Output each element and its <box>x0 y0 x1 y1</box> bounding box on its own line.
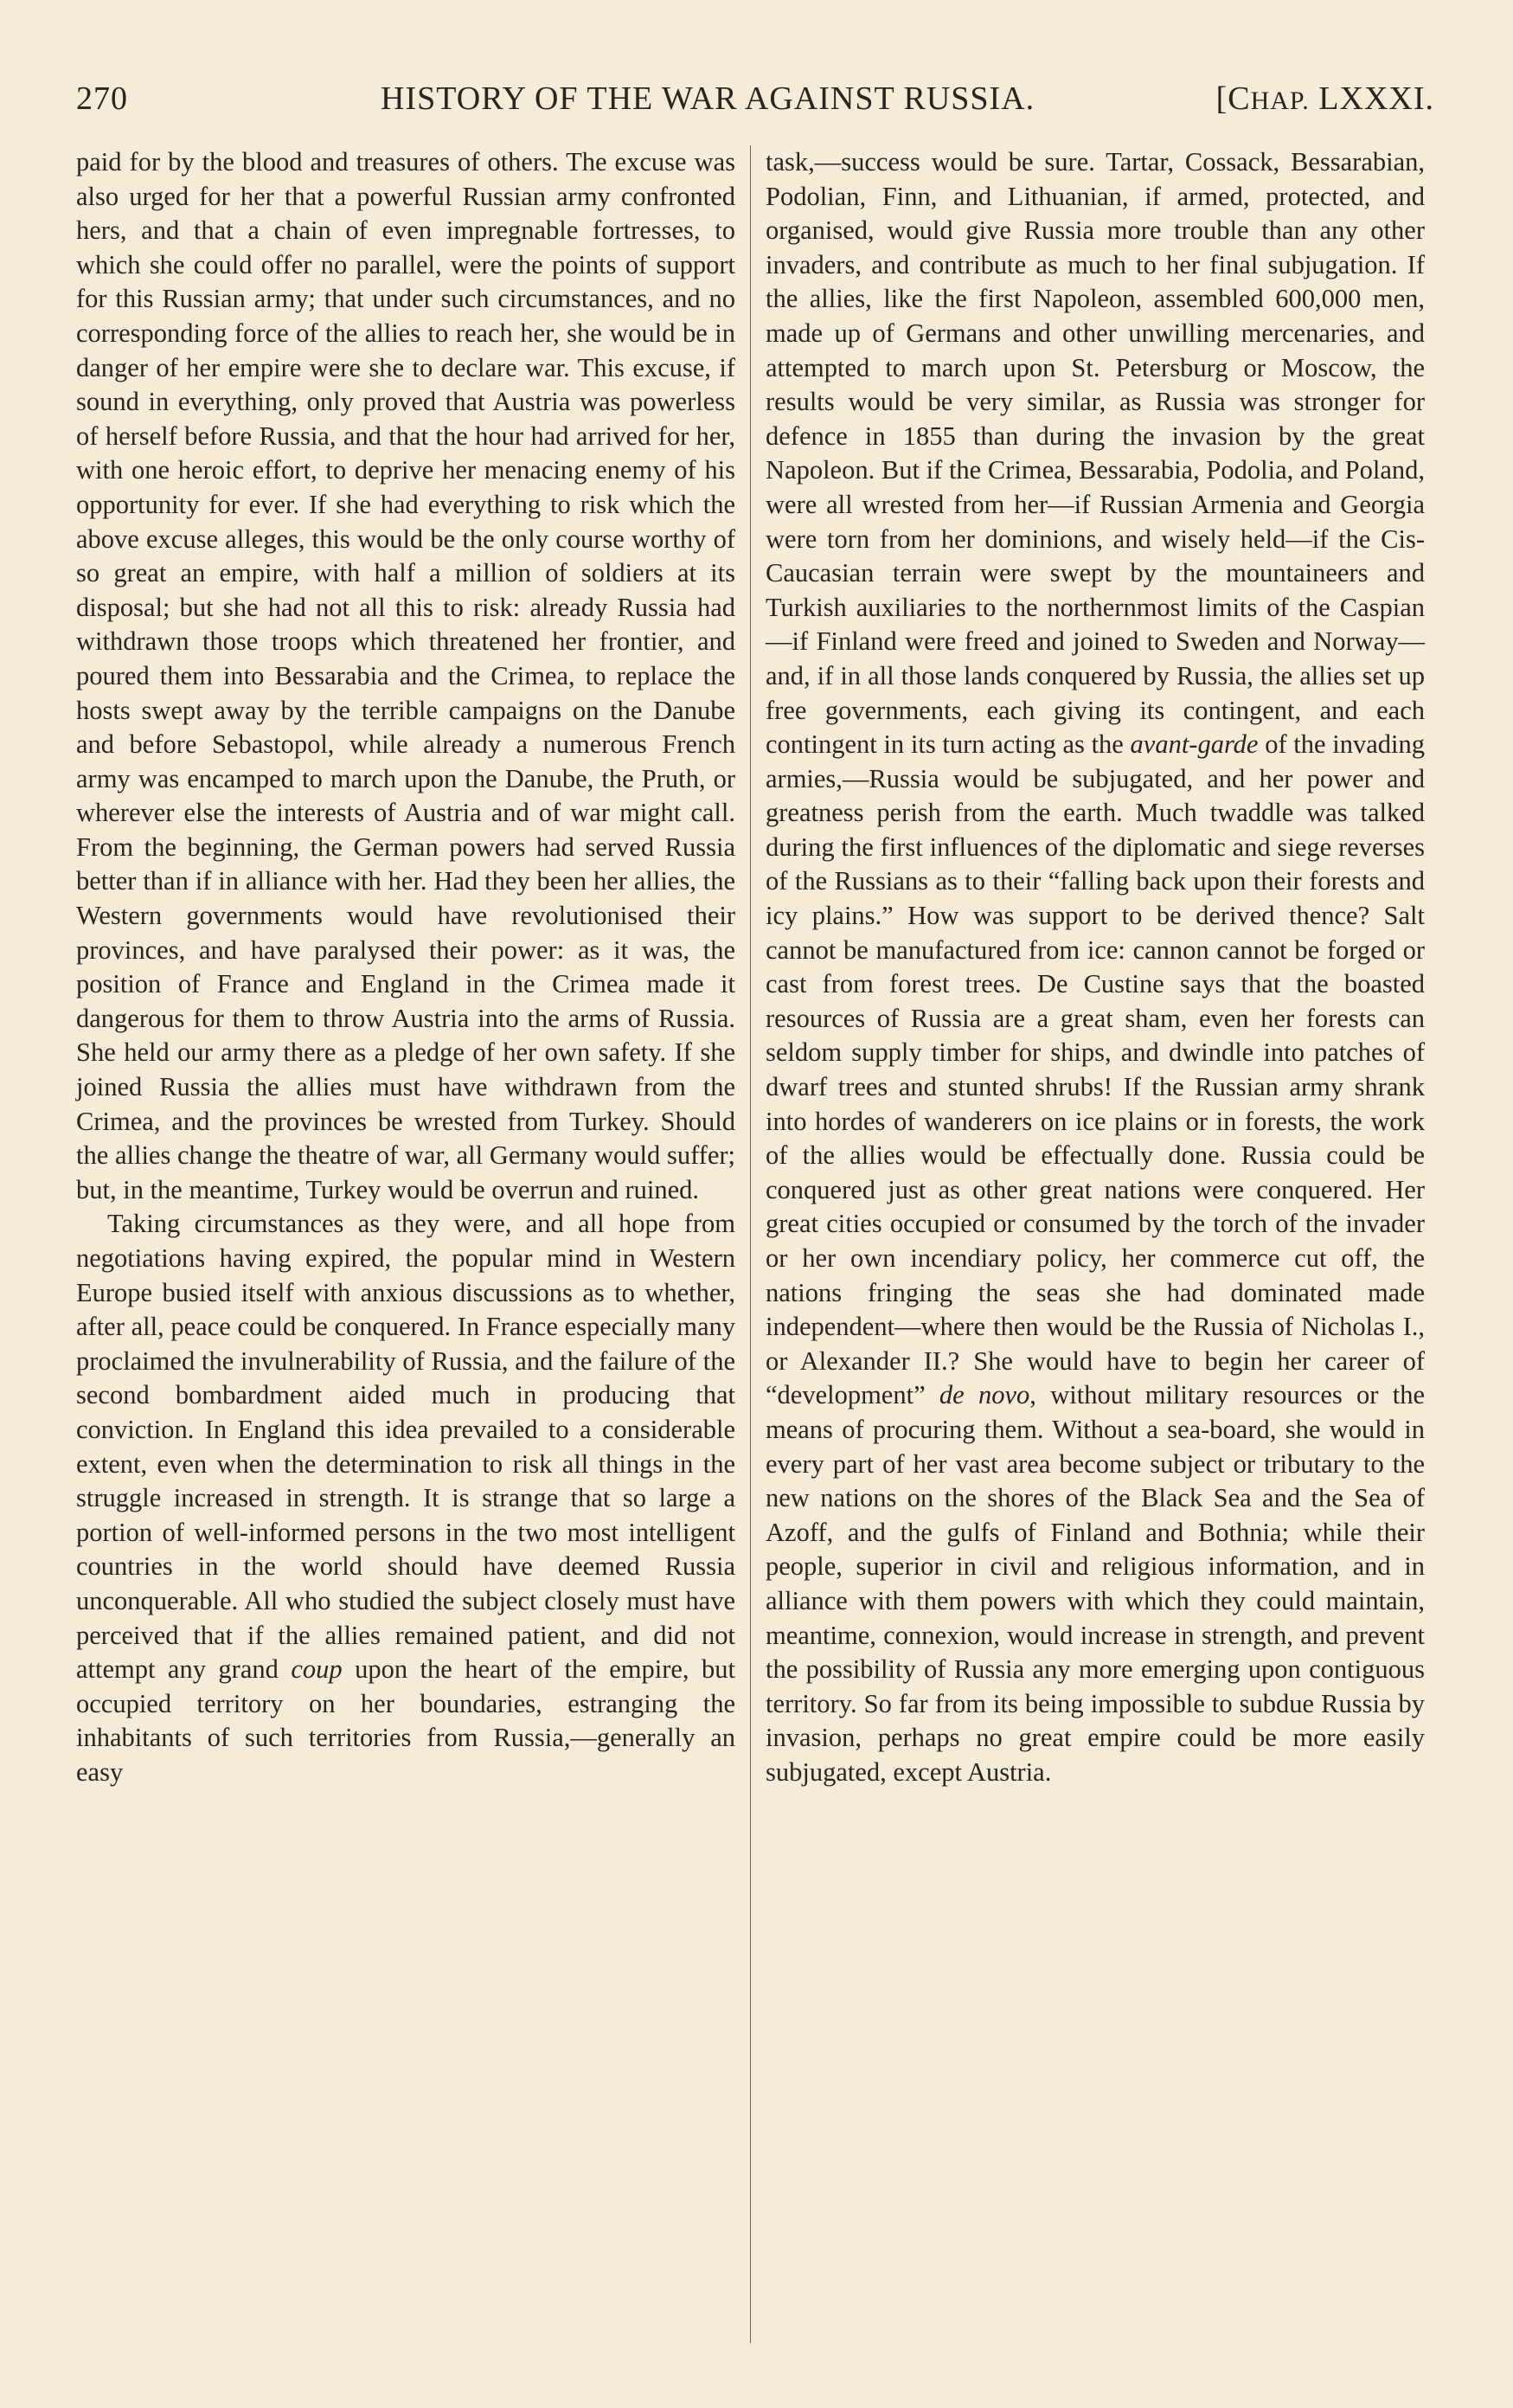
right-paragraph-1-text-c: , without military resources or the means of procuring them. Without a sea-board, she would in every part of her vast area become subject or tributary to the new nations on the shores of the Black Sea and the Sea of Azoff, and the gulfs of Finland and Bothnia; while their people, superior in civil and religious information, and in alliance with them powers with which they could maintain, meantime, connexion, would increase in strength, and prevent the possibility of Russia any more emerging upon contiguous territory. So far from its being impossible to subdue Russia by invasion, perhaps no great empire could be more easily subjugated, except Austria. <box>766 1380 1426 1787</box>
book-page <box>76 69 1434 2353</box>
italic-avant-garde: avant-garde <box>1130 729 1259 760</box>
left-paragraph-2-text-b: upon the heart of the empire, but occupied territory on her boundaries, estranging the inhabitants of such territories from Russia,—generally an easy <box>76 1654 735 1787</box>
running-head <box>76 69 1434 121</box>
page-number: 270 <box>76 80 128 117</box>
chapter-number: LXXXI. <box>1309 80 1434 117</box>
italic-de-novo: de novo <box>939 1380 1030 1410</box>
left-paragraph-1: paid for by the blood and treasures of others. The excuse was also urged for her that a powerful Russian army confronted hers, and that a chain of even impregnable fortresses, to which she could offer no parallel, were the points of support for this Russian army; that under such circumstances, and no corresponding force of the allies to reach her, she would be in danger of her empire were she to declare war. This excuse, if sound in everything, only proved that Austria was powerless of herself before Russia, and that the hour had arrived for her, with one heroic effort, to deprive her menacing enemy of his opportunity for ever. If she had everything to risk which the above excuse alleges, this would be the only course worthy of so great an empire, with half a million of soldiers at its disposal; but she had not all this to risk: already Russia had withdrawn those troops which threatened her frontier, and poured them into Bessarabia and the Crimea, to replace the hosts swept away by the terrible campaigns on the Danube and before Sebastopol, while already a numerous French army was encamped to march upon the Danube, the Pruth, or wherever else the interests of Austria and of war might call. From the beginning, the German powers had served Russia better than if in alliance with her. Had they been her allies, the Western governments would have revolutionised their provinces, and have paralysed their power: as it was, the position of France and England in the Crimea made it dangerous for them to throw Austria into the arms of Russia. She held our army there as a pledge of her own safety. If she joined Russia the allies must have withdrawn from the Crimea, and the provinces be wrested from Turkey. Should the allies change the theatre of war, all Germany would suffer; but, in the meantime, Turkey would be overrun and ruined. <box>76 147 735 1204</box>
left-paragraph-2 <box>76 1207 735 1789</box>
right-paragraph-1 <box>766 145 1425 1790</box>
chapter-word: HAP. <box>1250 87 1310 115</box>
chapter-prefix: [C <box>1215 80 1251 117</box>
running-title: HISTORY OF THE WAR AGAINST RUSSIA. <box>381 80 1035 117</box>
left-column <box>76 145 735 1790</box>
right-paragraph-1-text-b: of the invading armies,—Russia would be subjugated, and her power and greatness perish from the earth. Much twaddle was talked during the first influences of the diplomatic and siege reverses of the Russians as to their “falling back upon their forests and icy plains.” How was support to be derived thence? Salt cannot be manufactured from ice: cannon cannot be forged or cast from forest trees. De Custine says that the boasted resources of Russia are a great sham, even her forests can seldom supply timber for ships, and dwindle into patches of dwarf trees and stunted shrubs! If the Russian army shrank into hordes of wanderers on ice plains or in forests, the work of the allies would be effectually done. Russia could be conquered just as other great nations were conquered. Her great cities occupied or consumed by the torch of the invader or her own incendiary policy, her commerce cut off, the nations fringing the seas she had dominated made independent—where then would be the Russia of Nicholas I., or Alexander II.? She would have to begin her career of “development” <box>766 729 1425 1410</box>
italic-coup: coup <box>291 1654 343 1685</box>
right-column <box>766 145 1425 1790</box>
right-paragraph-1-text-a: task,—success would be sure. Tartar, Cossack, Bessarabian, Podolian, Finn, and Lithuanian, if armed, protected, and organised, would give Russia more trouble than any other invaders, and contribute as much to her final subjugation. If the allies, like the first Napoleon, assembled 600,000 men, made up of Germans and other unwilling mercenaries, and attempted to march upon St. Petersburg or Moscow, the results would be very similar, as Russia was stronger for defence in 1855 than during the invasion by the great Napoleon. But if the Crimea, Bessarabia, Podolia, and Poland, were all wrested from her—if Russian Armenia and Georgia were torn from her dominions, and wisely held—if the Cis-Caucasian terrain were swept by the mountaineers and Turkish auxiliaries to the northernmost limits of the Caspian—if Finland were freed and joined to Sweden and Norway—and, if in all those lands conquered by Russia, the allies set up free governments, each giving its contingent, and each contingent in its turn acting as the <box>766 147 1425 760</box>
left-paragraph-2-text-a: Taking circumstances as they were, and all hope from negotiations having expired, the popular mind in Western Europe busied itself with anxious discussions as to whether, after all, peace could be conquered. In France especially many proclaimed the invulnerability of Russia, and the failure of the second bombardment aided much in producing that conviction. In England this idea prevailed to a considerable extent, even when the determination to risk all things in the struggle increased in strength. It is strange that so large a portion of well-informed persons in the two most intelligent countries in the world should have deemed Russia unconquerable. All who studied the subject closely must have perceived that if the allies remained patient, and did not attempt any grand <box>76 1209 735 1685</box>
text-columns <box>76 145 1426 2360</box>
chapter-label <box>1216 80 1434 118</box>
